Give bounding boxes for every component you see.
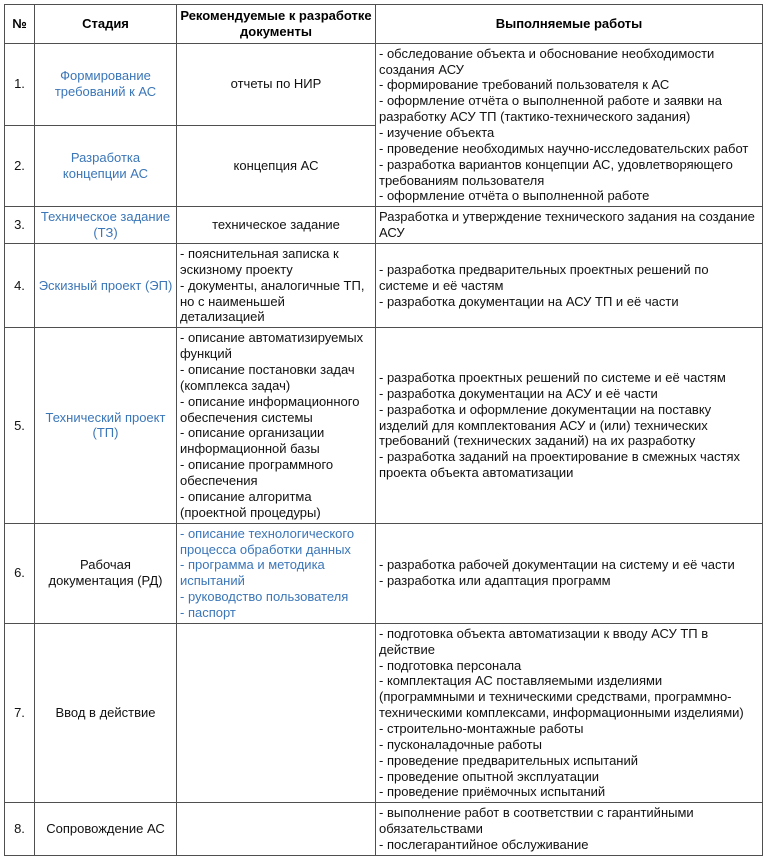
work-item: - оформление отчёта о выполненной работе и заявки на разработку АСУ ТП (тактико-технического задания) [379, 93, 722, 125]
work-item: - проведение предварительных испытаний [379, 752, 639, 768]
row-number: 5. [5, 328, 35, 523]
work-item: - проведение приёмочных испытаний [379, 784, 606, 800]
work-item: - выполнение работ в соответствии с гарантийными обязательствами [379, 805, 694, 837]
work-item: - проведение опытной эксплуатации [379, 768, 599, 784]
table-row [5, 328, 763, 523]
works-cell [376, 623, 763, 802]
stage-cell [35, 43, 177, 125]
work-item: - пусконаладочные работы [379, 736, 542, 752]
work-item: - описание программного обеспечения [180, 457, 334, 489]
work-item: Разработка и утверждение технического задания на создание АСУ [379, 209, 755, 241]
works-cell [376, 523, 763, 623]
work-item: - подготовка персонала [379, 657, 522, 673]
document-link[interactable]: - руководство пользователя [180, 589, 349, 605]
work-item: - разработка вариантов концепции АС, удовлетворяющего требованиям пользователя [379, 156, 733, 188]
table-row [5, 207, 763, 244]
stage-label: Сопровождение АС [46, 821, 165, 837]
stage-link[interactable]: Эскизный проект (ЭП) [38, 277, 173, 293]
table-row [5, 623, 763, 802]
works-cell [376, 803, 763, 856]
stage-label: Рабочая документация (РД) [48, 557, 163, 589]
work-item: - изучение объекта [379, 125, 495, 141]
stages-table [4, 4, 763, 856]
row-number: 6. [5, 523, 35, 623]
documents-cell [177, 244, 376, 328]
stage-link[interactable]: Технический проект (ТП) [45, 409, 166, 441]
work-item: - послегарантийное обслуживание [379, 836, 589, 852]
works-cell [376, 244, 763, 328]
works-cell [376, 328, 763, 523]
document-link[interactable]: - паспорт [180, 604, 236, 620]
table-row [5, 523, 763, 623]
work-item: - разработка рабочей документации на систему и её части [379, 557, 735, 573]
works-cell [376, 43, 763, 207]
row-number: 3. [5, 207, 35, 244]
row-number: 1. [5, 43, 35, 125]
documents-cell [177, 328, 376, 523]
stage-link[interactable]: Техническое задание (ТЗ) [40, 209, 171, 241]
work-item: - разработка документации на АСУ ТП и её части [379, 293, 679, 309]
stage-cell [35, 328, 177, 523]
stage-cell [35, 623, 177, 802]
stage-label: Ввод в действие [55, 705, 156, 721]
work-item: - подготовка объекта автоматизации к вводу АСУ ТП в действие [379, 625, 709, 657]
table-row [5, 803, 763, 856]
documents-cell [177, 207, 376, 244]
work-item: - разработка и оформление документации на поставку изделий для комплектования АСУ и (или) технических требований (технических заданий) на их разработку [379, 401, 712, 449]
work-item: - разработка документации на АСУ и её части [379, 385, 658, 401]
document-link[interactable]: - описание технологического процесса обработки данных [180, 525, 355, 557]
table-row [5, 43, 763, 125]
stage-cell [35, 244, 177, 328]
work-item: - разработка предварительных проектных решений по системе и её частям [379, 261, 709, 293]
table-header-row [5, 5, 763, 44]
stage-cell [35, 207, 177, 244]
stage-cell [35, 523, 177, 623]
row-number: 8. [5, 803, 35, 856]
work-item: - строительно-монтажные работы [379, 720, 584, 736]
work-item: - описание организации информационной базы [180, 425, 325, 457]
work-item: - формирование требований пользователя к АС [379, 77, 670, 93]
works-cell [376, 207, 763, 244]
work-item: - описание информационного обеспечения системы [180, 393, 360, 425]
stage-link[interactable]: Разработка концепции АС [62, 150, 149, 181]
table-body [5, 43, 763, 855]
work-item: - комплектация АС поставляемыми изделиями (программными и техническими средствами, программно-техническими комплексами, информационными изделиями) [379, 673, 744, 721]
row-number: 7. [5, 623, 35, 802]
documents-cell [177, 43, 376, 125]
row-number: 4. [5, 244, 35, 328]
work-item: - описание постановки задач (комплекса задач) [180, 362, 355, 393]
work-item: - описание алгоритма (проектной процедуры) [180, 488, 321, 520]
col-header-works: Выполняемые работы [376, 5, 763, 44]
work-item: - разработка или адаптация программ [379, 573, 611, 589]
documents-cell [177, 125, 376, 207]
work-item: - разработка проектных решений по системе и её частям [379, 369, 726, 385]
documents-cell [177, 523, 376, 623]
col-header-documents: Рекомендуемые к разработке документы [177, 5, 376, 44]
table-row [5, 244, 763, 328]
work-item: отчеты по НИР [230, 76, 322, 92]
documents-cell [177, 623, 376, 802]
stage-cell [35, 803, 177, 856]
document-link[interactable]: - программа и методика испытаний [180, 557, 325, 589]
work-item: - описание автоматизируемых функций [180, 330, 364, 362]
col-header-stage: Стадия [35, 5, 177, 44]
work-item: - документы, аналогичные ТП, но с наименьшей детализацией [180, 277, 365, 325]
work-item: - обследование объекта и обоснование необходимости создания АСУ [379, 45, 715, 77]
row-number: 2. [5, 125, 35, 207]
stage-cell [35, 125, 177, 207]
work-item: - разработка заданий на проектирование в смежных частях проекта объекта автоматизации [379, 449, 741, 481]
work-item: - пояснительная записка к эскизному проекту [180, 246, 339, 277]
work-item: - оформление отчёта о выполненной работе [379, 188, 650, 204]
stage-link[interactable]: Формирование требований к АС [54, 68, 157, 100]
work-item: - проведение необходимых научно-исследовательских работ [379, 140, 749, 156]
documents-cell [177, 803, 376, 856]
work-item: техническое задание [212, 217, 340, 233]
col-header-number: № [5, 5, 35, 44]
work-item: концепция АС [233, 157, 319, 173]
